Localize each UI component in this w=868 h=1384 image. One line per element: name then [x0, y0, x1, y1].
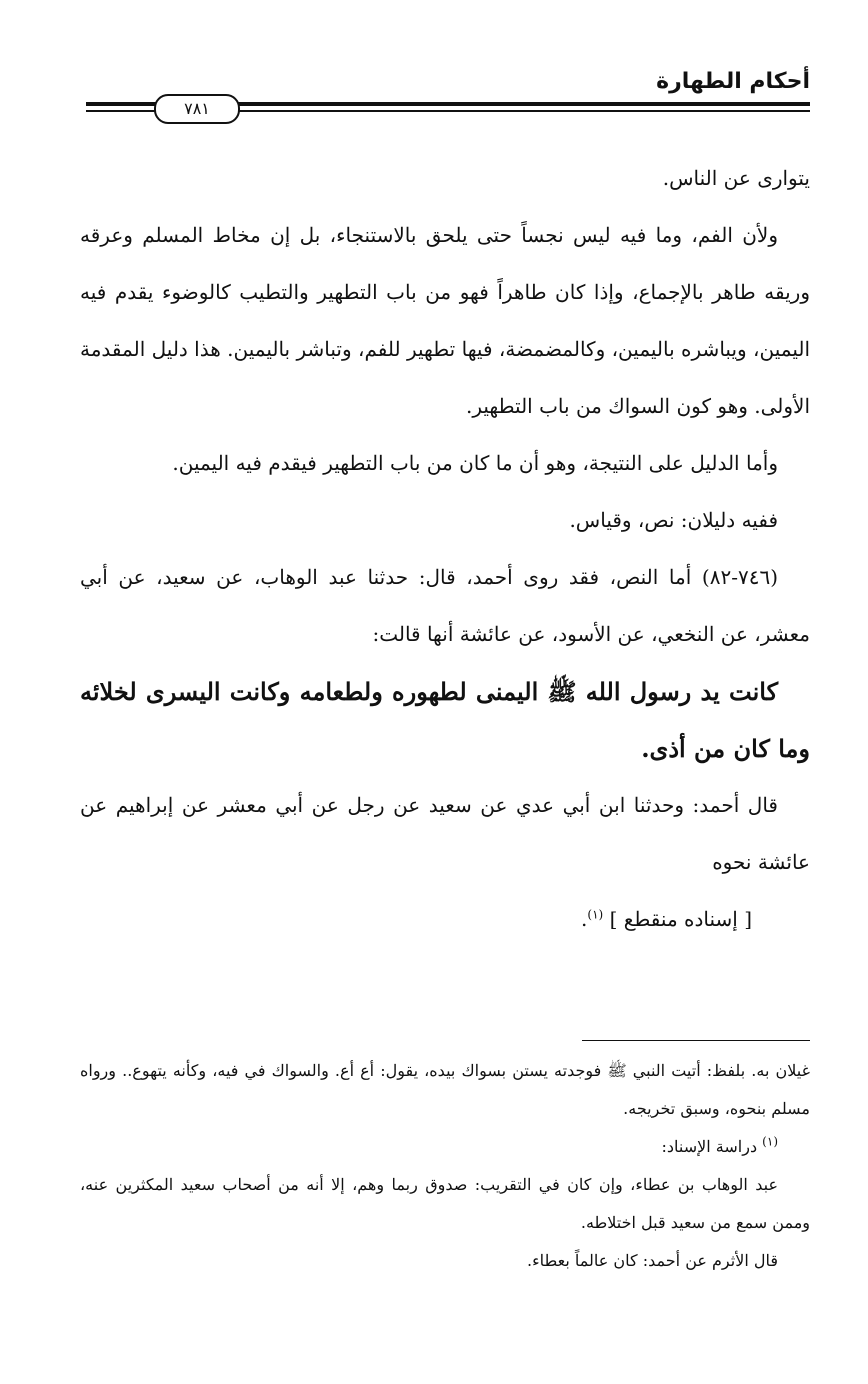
page-header [86, 62, 810, 130]
footnote-separator [582, 1040, 810, 1041]
verdict-period: . [581, 907, 588, 931]
hadith-text: كانت يد رسول الله ﷺ اليمنى لطهوره ولطعامه وكانت اليسرى لخلائه وما كان من أذى. [80, 677, 810, 763]
footnote-1-heading [80, 1128, 810, 1166]
verdict-text: [ إسناده منقطع ] [609, 907, 752, 931]
paragraph-1: يتوارى عن الناس. [662, 166, 810, 190]
paragraph-5: (٧٤٦-٨٢) أما النص، فقد روى أحمد، قال: حدثنا عبد الوهاب، عن سعيد، عن أبي معشر، عن النخعي، عن الأسود، عن عائشة أنها قالت: [80, 565, 810, 646]
paragraph-4: ففيه دليلان: نص، وقياس. [569, 508, 778, 532]
running-title: أحكام الطهارة [656, 69, 810, 94]
footnote-ref-1[interactable]: (١) [587, 907, 604, 922]
page-number: ٧٨١ [154, 94, 240, 124]
footnotes [80, 1052, 810, 1280]
paragraph-2: ولأن الفم، وما فيه ليس نجساً حتى يلحق بالاستنجاء، بل إن مخاط المسلم وعرقه وريقه طاهر بالإجماع، وإذا كان طاهراً فهو من باب التطهير والتطيب كالوضوء يقدم فيه اليمين، ويباشره باليمين، وكالمضمضة، فيها تطهير للفم، وتباشر باليمين. هذا دليل المقدمة الأولى. وهو كون السواك من باب التطهير. [80, 223, 810, 418]
paragraph-7: قال أحمد: وحدثنا ابن أبي عدي عن سعيد عن رجل عن أبي معشر عن إبراهيم عن عائشة نحوه [80, 793, 810, 874]
paragraph-3: وأما الدليل على النتيجة، وهو أن ما كان من باب التطهير فيقدم فيه اليمين. [172, 451, 778, 475]
footnote-1-line-2: قال الأثرم عن أحمد: كان عالماً بعطاء. [527, 1251, 778, 1270]
footnote-1-line-1: عبد الوهاب بن عطاء، وإن كان في التقريب: صدوق ربما وهم، إلا أنه من أصحاب سعيد المكثرين عنه، وممن سمع من سعيد قبل اختلاطه. [80, 1175, 810, 1232]
main-text [80, 150, 810, 948]
footnote-continuation: غيلان به. بلفظ: أتيت النبي ﷺ فوجدته يستن بسواك بيده، يقول: أع أع. والسواك في فيه، وكأنه يتهوع.. ورواه مسلم بنحوه، وسبق تخريجه. [80, 1061, 810, 1118]
footnote-1-marker: (١) [762, 1134, 778, 1149]
isnad-verdict [80, 891, 810, 948]
footnote-1-heading-text: دراسة الإسناد: [661, 1137, 758, 1156]
